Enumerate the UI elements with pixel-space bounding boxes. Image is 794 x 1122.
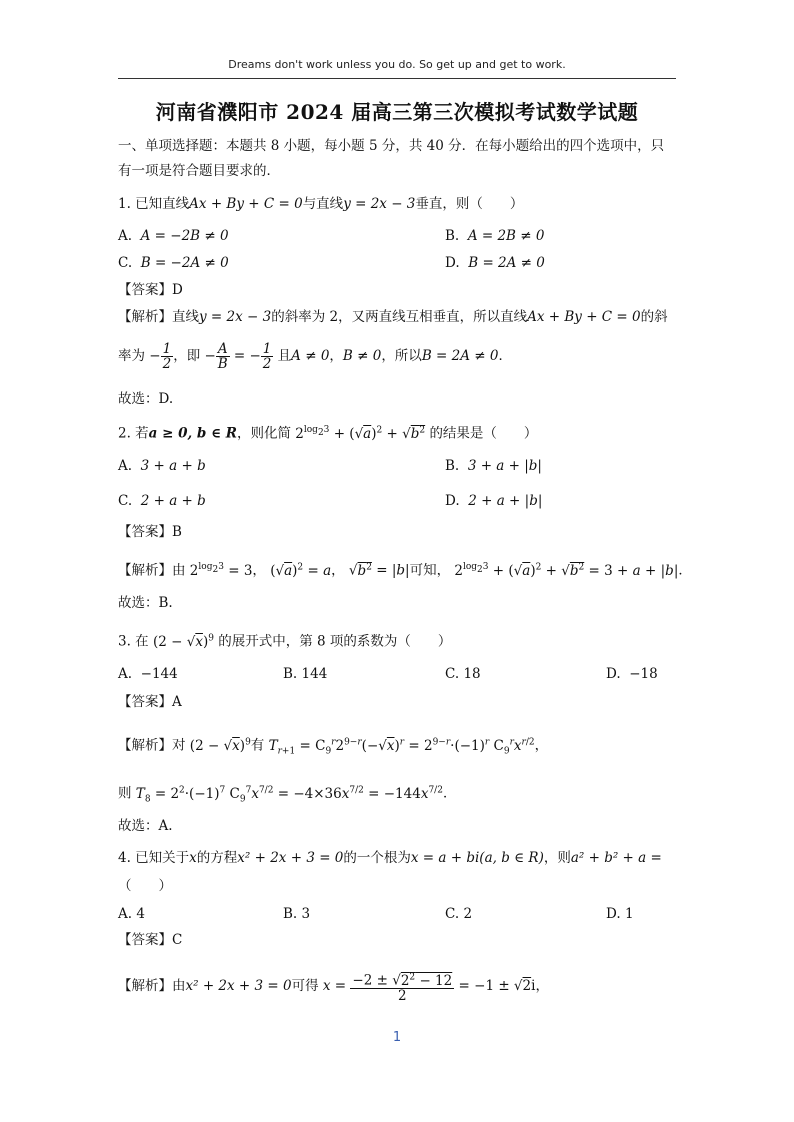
question-2-analysis: 【解析】由 $2^{log_23} = 3$， $(√a)^2 = a$， $√b^2 = |b|$可知， $2^{log_23} + (√a)^2 + √b^2 = 3 + a + |b|$． (118, 562, 692, 579)
question-3-option-a[interactable]: A. −144 (118, 666, 178, 682)
question-2-answer: 【答案】B (118, 524, 182, 540)
question-4-analysis: 【解析】由x² + 2x + 3 = 0可得 x = $\frac{-2 \pm √2^2 - 12}{2}$ = −1 ± √2i， (118, 972, 549, 1004)
question-2-option-c[interactable]: C. 2 + a + b (118, 493, 206, 509)
question-4-paren: （ ） (118, 878, 172, 894)
question-1-analysis-line1: 【解析】直线y = 2x − 3的斜率为 2，又两直线互相垂直，所以直线Ax + By + C = 0的斜 (118, 309, 668, 325)
question-2-conclusion: 故选：B. (118, 595, 173, 611)
question-3-analysis-line1: 【解析】对 $(2 - √x)^9$有 $T_{r+1} = C_9^r2^{9-r}(-√x)^r = 2^{9-r}\cdot(-1)^r$ $C_9^rx^{r/2}$， (118, 737, 549, 757)
section-intro-line1: 一、单项选择题：本题共 8 小题，每小题 5 分，共 40 分．在每小题给出的四个选项中，只 (118, 138, 665, 154)
section-intro-line2: 有一项是符合题目要求的． (118, 163, 280, 179)
question-4-stem: 4. 已知关于x的方程x² + 2x + 3 = 0的一个根为x = a + bi(a, b ∈ R)，则a² + b² + a = (118, 850, 662, 866)
question-1-analysis-line2: 率为 − $\frac{1}{2}$ ，即 − $\frac{A}{B}$ = − $\frac{1}{2}$ 且A ≠ 0，B ≠ 0，所以B = 2A ≠ 0． (118, 341, 512, 372)
header-rule (118, 78, 676, 79)
question-4-option-c[interactable]: C. 2 (445, 906, 473, 922)
question-2-option-d[interactable]: D. 2 + a + |b| (445, 493, 543, 509)
page-number: 1 (392, 1030, 402, 1045)
question-1-option-d[interactable]: D. B = 2A ≠ 0 (445, 255, 545, 271)
question-1-stem: 1. 已知直线Ax + By + C = 0与直线y = 2x − 3垂直，则（ ） (118, 196, 524, 212)
question-3-stem: 3. 在 $(2 - √x)^9$ 的展开式中，第 8 项的系数为（ ） (118, 633, 452, 650)
question-3-option-c[interactable]: C. 18 (445, 666, 481, 682)
question-4-answer: 【答案】C (118, 932, 183, 948)
header-motto: Dreams don't work unless you do. So get up and get to work. (228, 58, 566, 71)
question-1-option-b[interactable]: B. A = 2B ≠ 0 (445, 228, 545, 244)
question-3-answer: 【答案】A (118, 694, 182, 710)
question-4-option-b[interactable]: B. 3 (283, 906, 311, 922)
question-2-stem: 2. 若a ≥ 0, b ∈ R，则化简 $2^{log_23} + (√a)^2 + √b^2$ 的结果是（ ） (118, 425, 538, 442)
question-1-option-c[interactable]: C. B = −2A ≠ 0 (118, 255, 229, 271)
question-1-conclusion: 故选：D. (118, 391, 174, 407)
question-3-option-b[interactable]: B. 144 (283, 666, 328, 682)
page-title: 河南省濮阳市 2024 届高三第三次模拟考试数学试题 (155, 100, 639, 124)
question-1-option-a[interactable]: A. A = −2B ≠ 0 (118, 228, 229, 244)
question-4-option-d[interactable]: D. 1 (606, 906, 634, 922)
question-2-option-a[interactable]: A. 3 + a + b (118, 458, 206, 474)
question-3-conclusion: 故选：A. (118, 818, 173, 834)
question-1-answer: 【答案】D (118, 282, 183, 298)
question-2-option-b[interactable]: B. 3 + a + |b| (445, 458, 542, 474)
question-3-analysis-line2: 则 $T_8 = 2^2\cdot(-1)^7$ $C_9^7x^{7/2} = -4\times 36x^{7/2} = -144x^{7/2}$． (118, 785, 457, 805)
question-4-option-a[interactable]: A. 4 (118, 906, 145, 922)
question-3-option-d[interactable]: D. −18 (606, 666, 658, 682)
